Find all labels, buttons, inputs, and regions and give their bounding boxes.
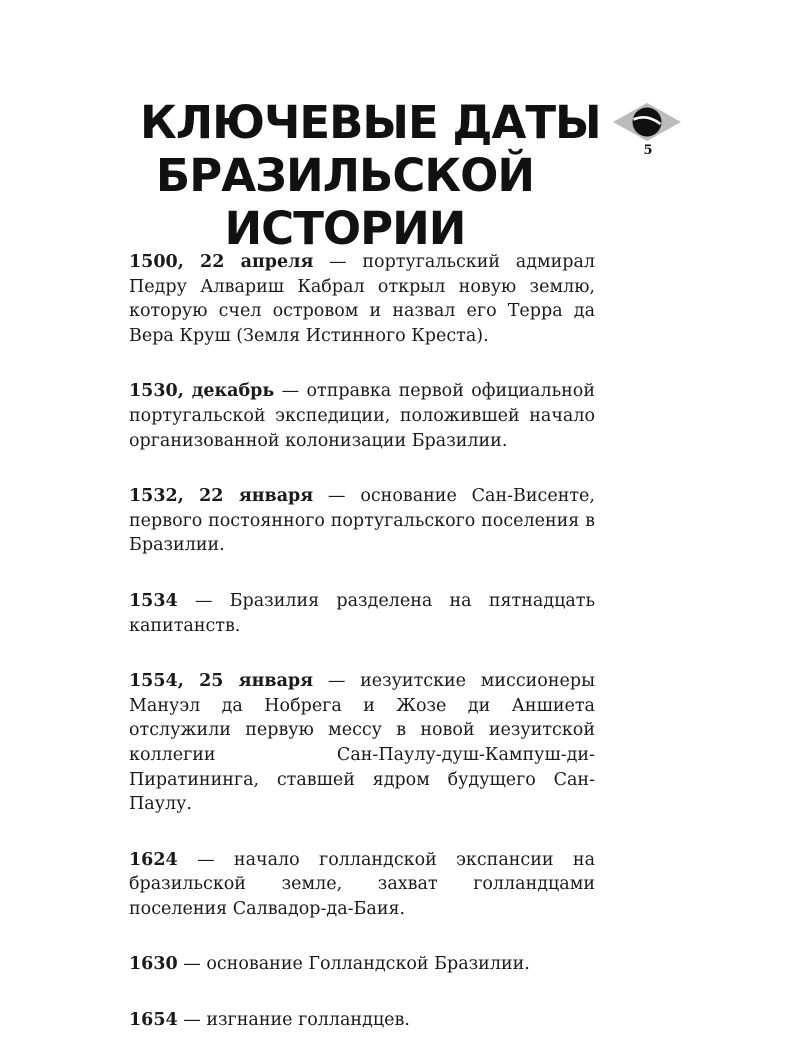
chronology-entry (129, 952, 595, 977)
page-number: 5 (643, 143, 653, 158)
entry-date: 1500, 22 апреля (129, 252, 314, 272)
chronology-list (129, 250, 595, 1064)
entry-text: — португальский адмирал Педру Алвариш Кабрал открыл новую землю, которую счел островом и назвал его Терра да Вера Круш (Земля Истинного Креста). (129, 252, 596, 346)
entry-text: — отправка первой официальной португальской экспедиции, положившей начало организованной колонизации Бразилии. (129, 381, 595, 451)
entry-date: 1654 (129, 1010, 178, 1031)
chronology-entry (129, 1008, 595, 1033)
entry-date: 1630 (129, 954, 178, 975)
chronology-entry (129, 669, 595, 817)
page-title-line: БРАЗИЛЬСКОЙ (155, 149, 535, 202)
chronology-entry (129, 848, 595, 922)
entry-text: — основание Сан-Висенте, первого постоянного португальского поселения в Бразилии. (129, 486, 595, 556)
brazil-flag-emblem-icon (611, 100, 683, 144)
chronology-entry (129, 379, 595, 453)
entry-text: — начало голландской экспансии на бразильской земле, захват голландцами поселения Салвадор-да-Баия. (129, 849, 595, 919)
entry-date: 1624 (129, 849, 178, 870)
page-title-line: КЛЮЧЕВЫЕ ДАТЫ (140, 96, 601, 149)
chronology-entry (129, 484, 595, 558)
chronology-entry (129, 589, 595, 638)
entry-text: — основание Голландской Бразилии. (177, 954, 530, 975)
chronology-entry (129, 250, 595, 348)
entry-date: 1534 (129, 590, 178, 611)
entry-date: 1530, декабрь (129, 381, 275, 402)
page-title (140, 96, 601, 255)
entry-date: 1554, 25 января (129, 671, 314, 692)
entry-text: — Бразилия разделена на пятнадцать капитанств. (129, 590, 595, 636)
entry-text: — иезуитские миссионеры Мануэл да Нобрега и Жозе ди Аншиета отслужили первую мессу в новой иезуитской коллегии Сан-Паулу-душ-Кампуш-ди-Пиратининга, ставшей ядром будущего Сан-Паулу. (129, 671, 595, 815)
entry-date: 1532, 22 января (129, 486, 314, 507)
page-title-line: ИСТОРИИ (224, 202, 466, 255)
entry-text: — изгнание голландцев. (177, 1010, 410, 1031)
